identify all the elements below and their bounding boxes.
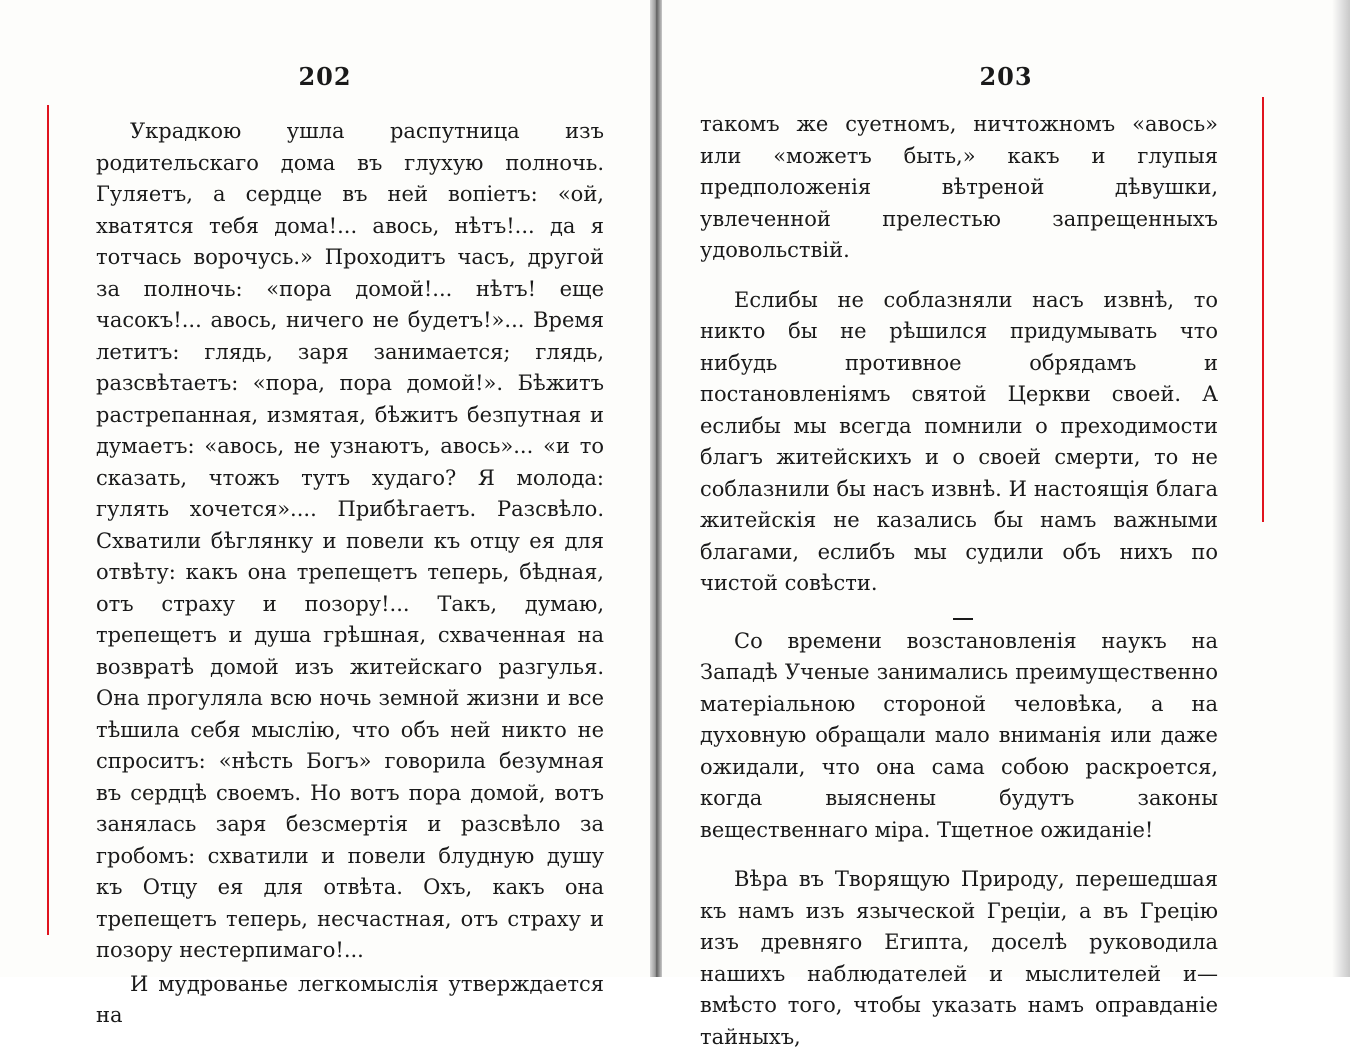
paragraph: Еслибы не соблазняли насъ извнѣ, то никто бы не рѣшился придумывать что нибудь противное обрядамъ и постановленіямъ святой Церкви своей. А еслибы мы всегда помнили о преходимости благъ житейскихъ и о своей смерти, то не соблазнили бы насъ извнѣ. И настоящія блага житейскія не казались бы намъ важными благами, еслибъ мы судили объ нихъ по чистой совѣсти. xyxy=(700,287,1218,595)
left-page-text xyxy=(96,116,604,1032)
paragraph: Украдкою ушла распутница изъ родительскаго дома въ глухую полночь. Гуляетъ, а сердце въ ней вопіетъ: «ой, хватятся тебя дома!... авось, нѣтъ!... да я тотчась ворочусь.» Проходитъ часъ, другой за полночь: «пора домой!... нѣтъ! еще часокъ!... авось, ничего не будетъ!»... Время летитъ: глядь, заря занимается; глядь, разсвѣтаетъ: «пора, пора домой!». Бѣжитъ растрепанная, измятая, бѣжитъ безпутная и думаетъ: «авось, не узнаютъ, авось»... «и то сказать, чтожъ тутъ худаго? Я молода: гулять хочется».... Прибѣгаетъ. Разсвѣло. Схватили бѣглянку и повели къ отцу ея для отвѣту: какъ она трепещетъ теперь, бѣдная, отъ страху и позору!... Такъ, думаю, трепещетъ и душа грѣшная, схваченная на возвратѣ домой изъ житейскаго разгулья. Она прогуляла всю ночь земной жизни и все тѣшила себя мыслію, что объ ней никто не спроситъ: «нѣсть Богъ» говорила безумная въ сердцѣ своемъ. Но вотъ пора домой, вотъ занялась заря безсмертія и разсвѣло за гробомъ: схватили и повели блудную душу къ Отцу ея для отвѣта. Охъ, какъ она трепещетъ теперь, несчастная, отъ страху и позору нестерпимаго!... xyxy=(96,119,604,962)
paragraph: Вѣра въ Творящую Природу, перешедшая къ намъ изъ языческой Греціи, а въ Грецію изъ древняго Египта, доселѣ руководила нашихъ наблюдателей и мыслителей и—вмѣсто того, чтобы указать намъ оправданіе тайныхъ, xyxy=(700,867,1218,1049)
left-margin-marker xyxy=(47,105,49,935)
page-number-right: 203 xyxy=(979,62,1033,91)
book-gutter xyxy=(650,0,662,977)
paragraph: И мудрованье легкомыслія утверждается на xyxy=(96,971,604,1027)
right-page-text xyxy=(700,109,1218,1053)
paragraph: Со времени возстановленія наукъ на Западѣ Ученые занимались преимущественно матеріальною стороной человѣка, а на духовную обращали мало вниманія или даже ожидали, что она сама собою раскроется, когда выяснены будутъ законы вещественнаго міра. Тщетное ожиданіе! xyxy=(700,628,1218,842)
right-margin-marker xyxy=(1262,97,1264,522)
paragraph: такомъ же суетномъ, ничтожномъ «авось» или «можетъ быть,» какъ и глупыя предположенія вѣтреной дѣвушки, увлеченной прелестью запрещенныхъ удовольствій. xyxy=(700,112,1218,262)
section-divider xyxy=(953,618,973,620)
right-page xyxy=(662,0,1350,1049)
left-page xyxy=(0,0,650,1027)
page-number-left: 202 xyxy=(298,62,352,91)
page-edge-shadow xyxy=(1332,0,1350,977)
